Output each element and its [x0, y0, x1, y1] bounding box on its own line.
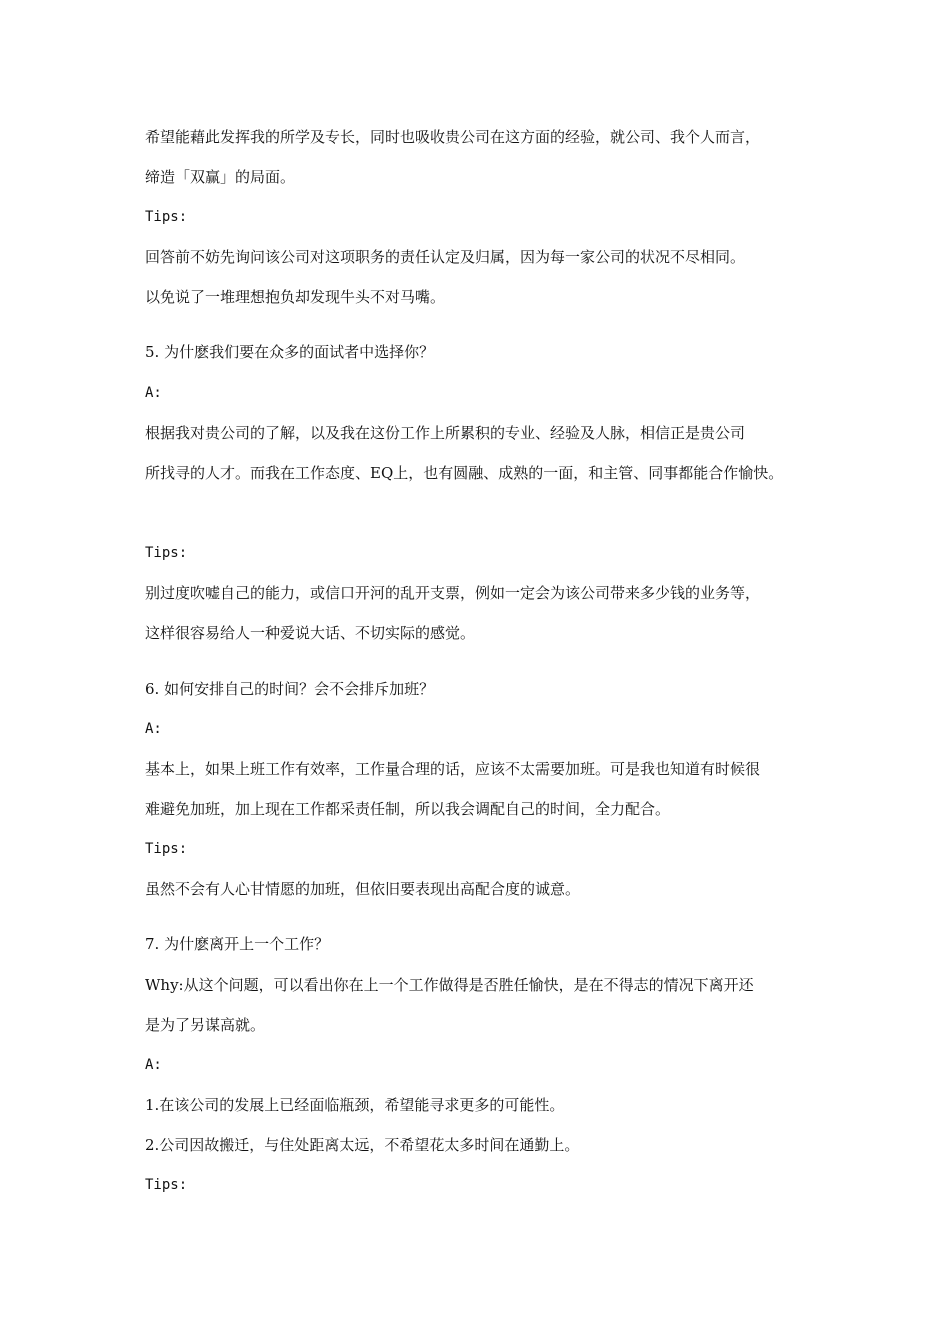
paragraph-line: 这样很容易给人一种爱说大话、不切实际的感觉。 — [145, 624, 476, 642]
paragraph-line: 基本上，如果上班工作有效率，工作量合理的话，应该不太需要加班。可是我也知道有时候很 — [145, 760, 761, 778]
tips-label: Tips: — [145, 841, 188, 857]
paragraph-line: 根据我对贵公司的了解，以及我在这份工作上所累积的专业、经验及人脉，相信正是贵公司 — [145, 424, 746, 442]
list-item: 1.在该公司的发展上已经面临瓶颈，希望能寻求更多的可能性。 — [145, 1096, 565, 1114]
tips-label: Tips: — [145, 545, 188, 561]
paragraph-line: 所找寻的人才。而我在工作态度、EQ上，也有圆融、成熟的一面，和主管、同事都能合作愉快。 — [145, 464, 784, 482]
paragraph-line: 缔造「双赢」的局面。 — [145, 168, 296, 186]
paragraph-line: 是为了另谋高就。 — [145, 1016, 266, 1034]
paragraph-line: 以免说了一堆理想抱负却发现牛头不对马嘴。 — [145, 288, 446, 306]
paragraph-line: 虽然不会有人心甘情愿的加班，但依旧要表现出高配合度的诚意。 — [145, 880, 581, 898]
list-item: 2.公司因故搬迁，与住处距离太远，不希望花太多时间在通勤上。 — [145, 1136, 580, 1154]
paragraph-line: 别过度吹嘘自己的能力，或信口开河的乱开支票，例如一定会为该公司带来多少钱的业务等， — [145, 584, 761, 602]
question-heading: 5. 为什麽我们要在众多的面试者中选择你？ — [145, 343, 435, 361]
answer-label: A: — [145, 385, 162, 401]
tips-label: Tips: — [145, 1177, 188, 1193]
paragraph-line: 回答前不妨先询问该公司对这项职务的责任认定及归属，因为每一家公司的状况不尽相同。 — [145, 248, 746, 266]
paragraph-line: Why:从这个问题，可以看出你在上一个工作做得是否胜任愉快，是在不得志的情况下离开还 — [145, 976, 754, 994]
tips-label: Tips: — [145, 209, 188, 225]
question-heading: 6. 如何安排自己的时间？会不会排斥加班？ — [145, 680, 435, 698]
answer-label: A: — [145, 1057, 162, 1073]
paragraph-line: 希望能藉此发挥我的所学及专长，同时也吸收贵公司在这方面的经验，就公司、我个人而言， — [145, 128, 761, 146]
paragraph-line: 难避免加班，加上现在工作都采责任制，所以我会调配自己的时间，全力配合。 — [145, 800, 671, 818]
question-heading: 7. 为什麽离开上一个工作？ — [145, 935, 330, 953]
answer-label: A: — [145, 721, 162, 737]
